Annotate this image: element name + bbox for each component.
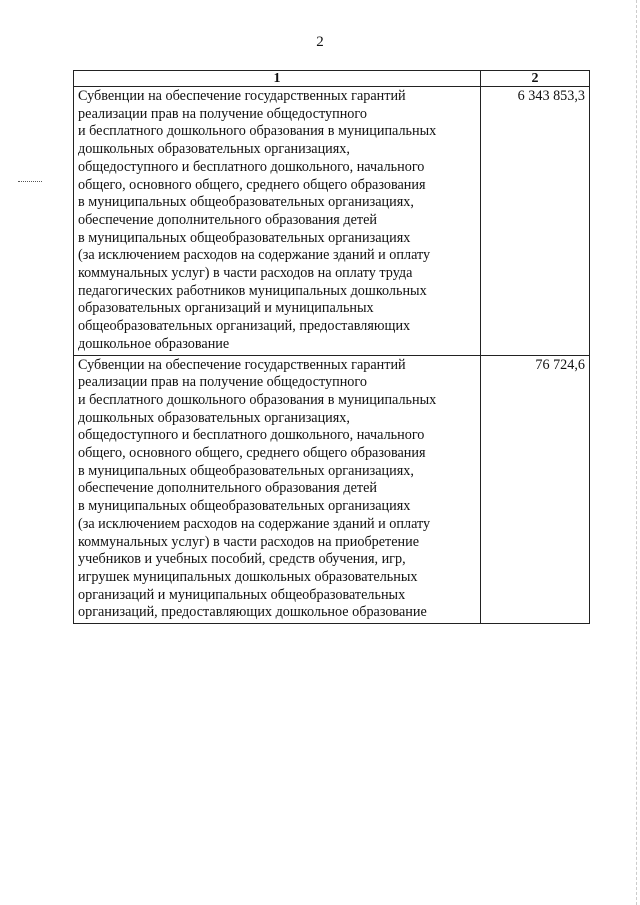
page-number: 2 [316,34,324,50]
column-header-2: 2 [481,71,590,87]
row-description: Субвенции на обеспечение государственных гарантий реализации прав на получение общедоступного и бесплатного дошкольного образования в муниципальных дошкольных образовательных организациях, общедоступного и бесплатного дошкольного, начального общего, основного общего, среднего общего образования в муниципальных общеобразовательных организациях, обеспечение дополнительного образования детей в муниципальных общеобразовательных организациях (за исключением расходов на содержание зданий и оплату коммунальных услуг) в части расходов на оплату труда педагогических работников муниципальных дошкольных образовательных организаций и муниципальных общеобразовательных организаций, предоставляющих дошкольное образование [74,87,481,356]
budget-table [73,70,590,624]
row-description: Субвенции на обеспечение государственных гарантий реализации прав на получение общедоступного и бесплатного дошкольного образования в муниципальных дошкольных образовательных организациях, общедоступного и бесплатного дошкольного, начального общего, основного общего, среднего общего образования в муниципальных общеобразовательных организациях, обеспечение дополнительного образования детей в муниципальных общеобразовательных организациях (за исключением расходов на содержание зданий и оплату коммунальных услуг) в части расходов на приобретение учебников и учебных пособий, средств обучения, игр, игрушек муниципальных дошкольных образовательных организаций и муниципальных общеобразовательных организаций, предоставляющих дошкольное образование [74,355,481,624]
column-header-1: 1 [74,71,481,87]
scan-artifact-mark [18,181,42,183]
scan-edge-line [635,0,637,905]
table-row [74,87,590,356]
row-amount: 76 724,6 [481,355,590,624]
table-header-row [74,71,590,87]
row-amount: 6 343 853,3 [481,87,590,356]
table-row [74,355,590,624]
